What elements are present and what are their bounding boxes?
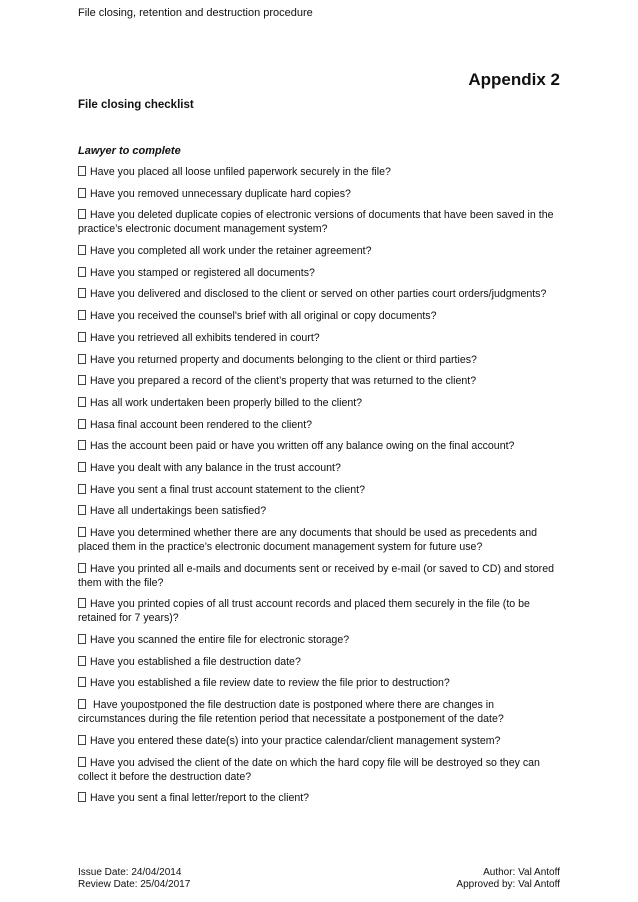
review-date: Review Date: 25/04/2017 [78,879,191,890]
checklist-item-text: Hasa final account been rendered to the client? [90,418,313,431]
document-title: File closing checklist [78,99,194,111]
checkbox-icon[interactable] [78,699,86,709]
checklist-item-text: Have you sent a final letter/report to the client? [90,792,310,805]
checklist-item [78,309,564,323]
checklist-item-text: Have you completed all work under the retainer agreement? [90,245,372,258]
checklist-item [78,791,564,805]
checklist-item-text: Have all undertakings been satisfied? [90,505,267,518]
checklist-item-text: Have you prepared a record of the client’s property that was returned to the client? [90,375,477,388]
checklist-item-text: Have you established a file destruction date? [90,655,301,668]
checklist-item [78,396,564,410]
checklist-item [78,597,564,625]
checkbox-icon[interactable] [78,267,86,277]
checkbox-icon[interactable] [78,598,86,608]
checklist-item-text: Have youpostponed the file destruction date is postponed where there are changes in circumstances during the file retention period that necessitate a postponement of the date? [78,699,504,726]
checklist-item-text: Have you dealt with any balance in the trust account? [90,461,341,474]
checklist-item [78,676,564,690]
checklist-item [78,756,564,784]
checklist-item-text: Have you established a file review date to review the file prior to destruction? [90,677,450,690]
section-heading: Lawyer to complete [78,145,181,157]
checklist-item [78,698,564,726]
checkbox-icon[interactable] [78,440,86,450]
checklist-item [78,353,564,367]
checkbox-icon[interactable] [78,757,86,767]
checkbox-icon[interactable] [78,656,86,666]
checkbox-icon[interactable] [78,332,86,342]
checklist-item [78,208,564,236]
footer-right [456,867,560,891]
checklist-item-text: Has all work undertaken been properly billed to the client? [90,396,363,409]
checklist-item-text: Have you received the counsel's brief with all original or copy documents? [90,310,437,323]
checkbox-icon[interactable] [78,209,86,219]
appendix-heading: Appendix 2 [468,70,560,89]
checkbox-icon[interactable] [78,188,86,198]
checkbox-icon[interactable] [78,288,86,298]
checklist-item [78,483,564,497]
checklist-item [78,526,564,554]
checkbox-icon[interactable] [78,375,86,385]
checkbox-icon[interactable] [78,505,86,515]
checkbox-icon[interactable] [78,166,86,176]
checkbox-icon[interactable] [78,310,86,320]
checklist-item-text: Have you returned property and documents belonging to the client or third parties? [90,353,477,366]
running-header: File closing, retention and destruction procedure [78,7,313,19]
author: Author: Val Antoff [483,867,560,878]
checklist-item [78,439,564,453]
checkbox-icon[interactable] [78,792,86,802]
checklist-item-text: Have you retrieved all exhibits tendered in court? [90,331,320,344]
checkbox-icon[interactable] [78,735,86,745]
checklist-item-text: Have you entered these date(s) into your practice calendar/client management system? [90,734,501,747]
checkbox-icon[interactable] [78,563,86,573]
checklist-item-text: Have you advised the client of the date on which the hard copy file will be destroyed so they can collect it before the destruction date? [78,756,540,783]
checklist-item [78,655,564,669]
checklist-item [78,187,564,201]
checklist-item-text: Have you scanned the entire file for electronic storage? [90,634,350,647]
checklist-item [78,374,564,388]
checklist-item [78,244,564,258]
checklist-item-text: Have you printed copies of all trust account records and placed them securely in the file (to be retained for 7 years)? [78,598,530,625]
checkbox-icon[interactable] [78,484,86,494]
checklist-item [78,331,564,345]
issue-date: Issue Date: 24/04/2014 [78,867,182,878]
checkbox-icon[interactable] [78,245,86,255]
checklist-item-text: Have you delivered and disclosed to the client or served on other parties court orders/judgments? [90,288,547,301]
checklist-item [78,461,564,475]
checklist-item-text: Have you deleted duplicate copies of electronic versions of documents that have been saved in the practice’s electronic document management system? [78,209,554,236]
checkbox-icon[interactable] [78,634,86,644]
checkbox-icon[interactable] [78,527,86,537]
checklist-item [78,562,564,590]
checklist-item-text: Have you stamped or registered all documents? [90,266,315,279]
checklist-item [78,266,564,280]
footer-left [78,867,190,891]
checklist-item-text: Have you printed all e-mails and documents sent or received by e-mail (or saved to CD) and stored them with the file? [78,562,554,589]
checklist-item [78,734,564,748]
checklist-item [78,418,564,432]
checkbox-icon[interactable] [78,462,86,472]
checkbox-icon[interactable] [78,677,86,687]
checkbox-icon[interactable] [78,354,86,364]
checklist-item-text: Has the account been paid or have you written off any balance owing on the final account? [90,440,515,453]
checklist [78,165,564,813]
checklist-item-text: Have you removed unnecessary duplicate hard copies? [90,187,351,200]
checklist-item-text: Have you sent a final trust account statement to the client? [90,483,366,496]
checkbox-icon[interactable] [78,419,86,429]
checklist-item-text: Have you placed all loose unfiled paperwork securely in the file? [90,166,391,178]
checklist-item [78,287,564,301]
approved-by: Approved by: Val Antoff [456,879,560,890]
checklist-item [78,504,564,518]
checklist-item [78,633,564,647]
checklist-item [78,165,564,179]
checklist-item-text: Have you determined whether there are any documents that should be used as precedents and placed them in the practice’s electronic document management system for future use? [78,527,537,553]
checkbox-icon[interactable] [78,397,86,407]
